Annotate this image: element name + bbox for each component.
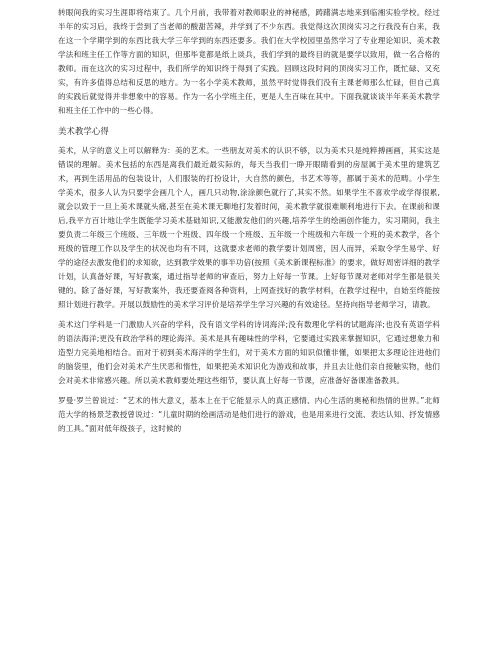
body-paragraph: 美术这门学科是一门激励人兴奋的学科，没有语文学科的诗词海洋;没有数理化学科的试题海洋;也没有英语学科的语法海洋;更没有政治学科的理论海洋。美术是具有趣味性的学科，它要通过实践来掌握知识，它通过想象力和造型力完美地相结合。而对于初到美术海洋的学生们，对于美术方面的知识似懂非懂，如果把太多理论注进他们的脑袋里，他们会对美术产生厌恶和惰性，如果把美术知识化为游戏和故事，并且去让他们亲自接触实物，他们会对美术非常感兴趣。所以美术教师要处理这些细节，要认真上好每一节课，应准备好备课准备教具。: [58, 320, 440, 385]
intro-paragraph: 转眼间我的实习生涯即将结束了。几个月前，我带着对教师职业的神秘感，踌躇满志地来到临湘实验学校。经过半年的实习后，我终于尝到了当老师的酸甜苦辣，并学到了不少东西。我觉得这次顶岗实习之行我没有白来，我在这一个学期学到的东西比我大学三年学到的东西还要多。我们在大学校园里虽然学习了专业理论知识、美术教学法和班主任工作等方面的知识，但那毕竟都是纸上谈兵，我们学到的最终目的就是要学以致用，做一名合格的教师。而在这次的实习过程中，我们所学的知识终于得到了实践。回顾这段时间的顶岗实习工作，既忙碌、又充实，有许多值得总结和反思的地方。为一名小学美术教师，虽然平时觉得我们没有主课老师那么忙碌，但自己真的实践后就觉得并非想象中的容易。作为一名小学班主任，更是人生百味在其中。下面我就谈谈半年来美术教学和班主任工作中的一些心得。: [58, 8, 440, 115]
document-page: [58, 6, 440, 442]
body-paragraph: 罗曼·罗兰曾说过：“艺术的伟大意义，基本上在于它能显示人的真正感情、内心生活的奥秘和热情的世界。”北师范大学的杨景芝教授曾说过：“儿童时期的绘画活动是他们进行的游戏，也是用来进行交流、表达认知、抒发情感的工具。”面对低年级孩子，这时候的: [58, 396, 440, 433]
section-heading: 美术教学心得: [58, 126, 109, 136]
body-paragraph: 美术，从字的意义上可以解释为：美的艺术。一些朋友对美术的认识不够，以为美术只是纯粹搏画画，其实这是错误的理解。美术包括的东西是离我们最近最实际的，每天当我们一睁开眼睛看到的房屋属于美术里的建筑艺术，再到生活用品的包装设计，人们服装的打扮设计，大自然的颜色，书艺术等等，都属于美术的范畴。小学生学美术，很多人认为只要学会画几个人，画几只动物,涂涂颜色就行了,其实不然。如果学生不喜欢学或学得很累,就会以致于一旦上美术课就头痛,甚至在美术课无聊地打发着时间，美术教学就很难顺利地进行下去。在课前和课后,我平方百计地让学生既能学习美术基础知识,又能激发他们的兴趣,培养学生的绘画创作能力，实习期间，我主要负责二年级三个班级、三年级一个班级、四年级一个班级、五年级一个班级和六年级一个班的美术教学，各个班级的管理工作以及学生的状况也均有不同，这就要求老师的教学要计划周密，因人而异，采取令学生易学、好学的途径去激发他们的求知欲，达到教学效果的事半功倍(按照《美术新课程标准》的要求，做好周密详细的教学计划，认真备好课，写好教案，通过指导老师的审查后，努力上好每一节课。上好每节课对老师对学生都是很关键的。除了备好课，写好教案外，我还要查阅各种资料，上网查找好的教学材料，在教学过程中，自始至终能按照计划进行教学。开展以鼓励性的美术学习评价是培养学生学习兴趣的有效途径。坚持向指导老师学习，请教。: [58, 146, 440, 309]
